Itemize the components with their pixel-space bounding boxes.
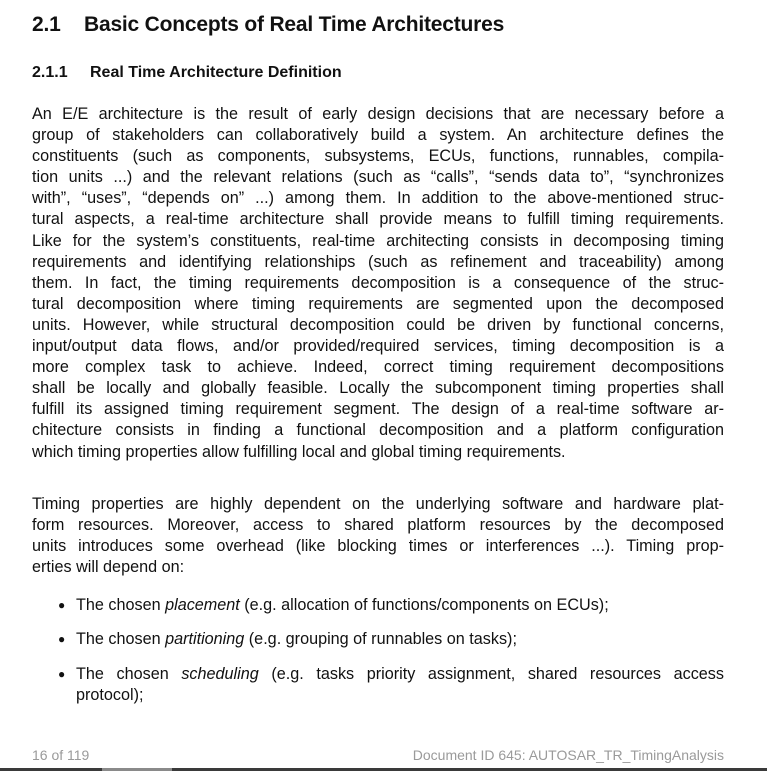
- text-line: constituents (such as components, subsystems, ECUs, functions, runnables, compila-: [32, 147, 724, 166]
- text-line: requirements and identifying relationships (such as refinement and traceability) among: [32, 252, 724, 271]
- section-title: Basic Concepts of Real Time Architectures: [84, 13, 505, 36]
- item-suffix: (e.g. allocation of functions/components on ECUs);: [239, 596, 609, 614]
- text-line: fulfill its assigned timing requirement segment. The design of a real-time software ar-: [32, 400, 724, 419]
- item-prefix: The chosen: [76, 596, 166, 614]
- text-line: with”, “uses”, “depends on” ...) among them. In addition to the above-mentioned struc-: [32, 189, 724, 208]
- text-line: chitecture consists in finding a functional decomposition and a platform configuration: [32, 421, 724, 440]
- text-line: form resources. Moreover, access to shared platform resources by the decomposed: [32, 516, 724, 535]
- page-number: 16 of 119: [32, 747, 90, 763]
- item-prefix: The chosen: [76, 665, 182, 683]
- document-id: Document ID 645: AUTOSAR_TR_TimingAnalysis: [412, 747, 724, 763]
- text-line: Like for the system’s constituents, real-time architecting consists in decomposing timing: [32, 231, 724, 250]
- text-line: erties will depend on:: [32, 558, 185, 577]
- text-line: which timing properties allow fulfilling local and global timing requirements.: [32, 442, 566, 461]
- text-line: units. However, while structural decomposition could be driven by functional concerns,: [32, 315, 724, 334]
- item-term: partitioning: [165, 630, 245, 648]
- item-term: scheduling: [181, 665, 259, 683]
- text-line: tural aspects, a real-time architecture shall provide means to fulfill timing requirements.: [32, 210, 724, 229]
- text-line: more complex task to achieve. Indeed, correct timing requirement decompositions: [32, 358, 724, 377]
- item-suffix: (e.g. tasks priority assignment, shared resources access: [258, 665, 724, 683]
- section-heading: [32, 13, 504, 37]
- text-line: tural decomposition where timing requirements are segmented upon the decomposed: [32, 294, 724, 313]
- bullet-icon: ●: [58, 632, 66, 646]
- text-line: units introduces some overhead (like blocking times or interferences ...). Timing prop-: [32, 537, 724, 556]
- text-line: shall be locally and globally feasible. Locally the subcomponent timing properties shall: [32, 379, 724, 398]
- subsection-number: 2.1.1: [32, 64, 68, 81]
- bullet-icon: ●: [58, 667, 66, 681]
- bullet-icon: ●: [58, 598, 66, 612]
- text-line: input/output data flows, and/or provided/required services, timing decomposition is a: [32, 337, 724, 356]
- item-suffix: (e.g. grouping of runnables on tasks);: [244, 630, 517, 648]
- text-line: them. In fact, the timing requirements decomposition is a consequence of the struc-: [32, 273, 724, 292]
- paragraph-definition: [32, 104, 724, 463]
- item-continuation: protocol);: [76, 686, 144, 705]
- subsection-heading: [32, 64, 342, 82]
- section-number: 2.1: [32, 13, 61, 36]
- paragraph-timing-properties: [32, 494, 724, 578]
- item-prefix: The chosen: [76, 630, 166, 648]
- text-line: tion units ...) and the relevant relations (such as “calls”, “sends data to”, “synchronizes: [32, 168, 724, 187]
- subsection-title: Real Time Architecture Definition: [90, 64, 342, 81]
- text-line: group of stakeholders can collaboratively build a system. An architecture defines the: [32, 126, 724, 145]
- item-term: placement: [165, 596, 240, 614]
- text-line: Timing properties are highly dependent on the underlying software and hardware plat-: [32, 495, 724, 513]
- text-line: An E/E architecture is the result of early design decisions that are necessary before a: [32, 105, 724, 123]
